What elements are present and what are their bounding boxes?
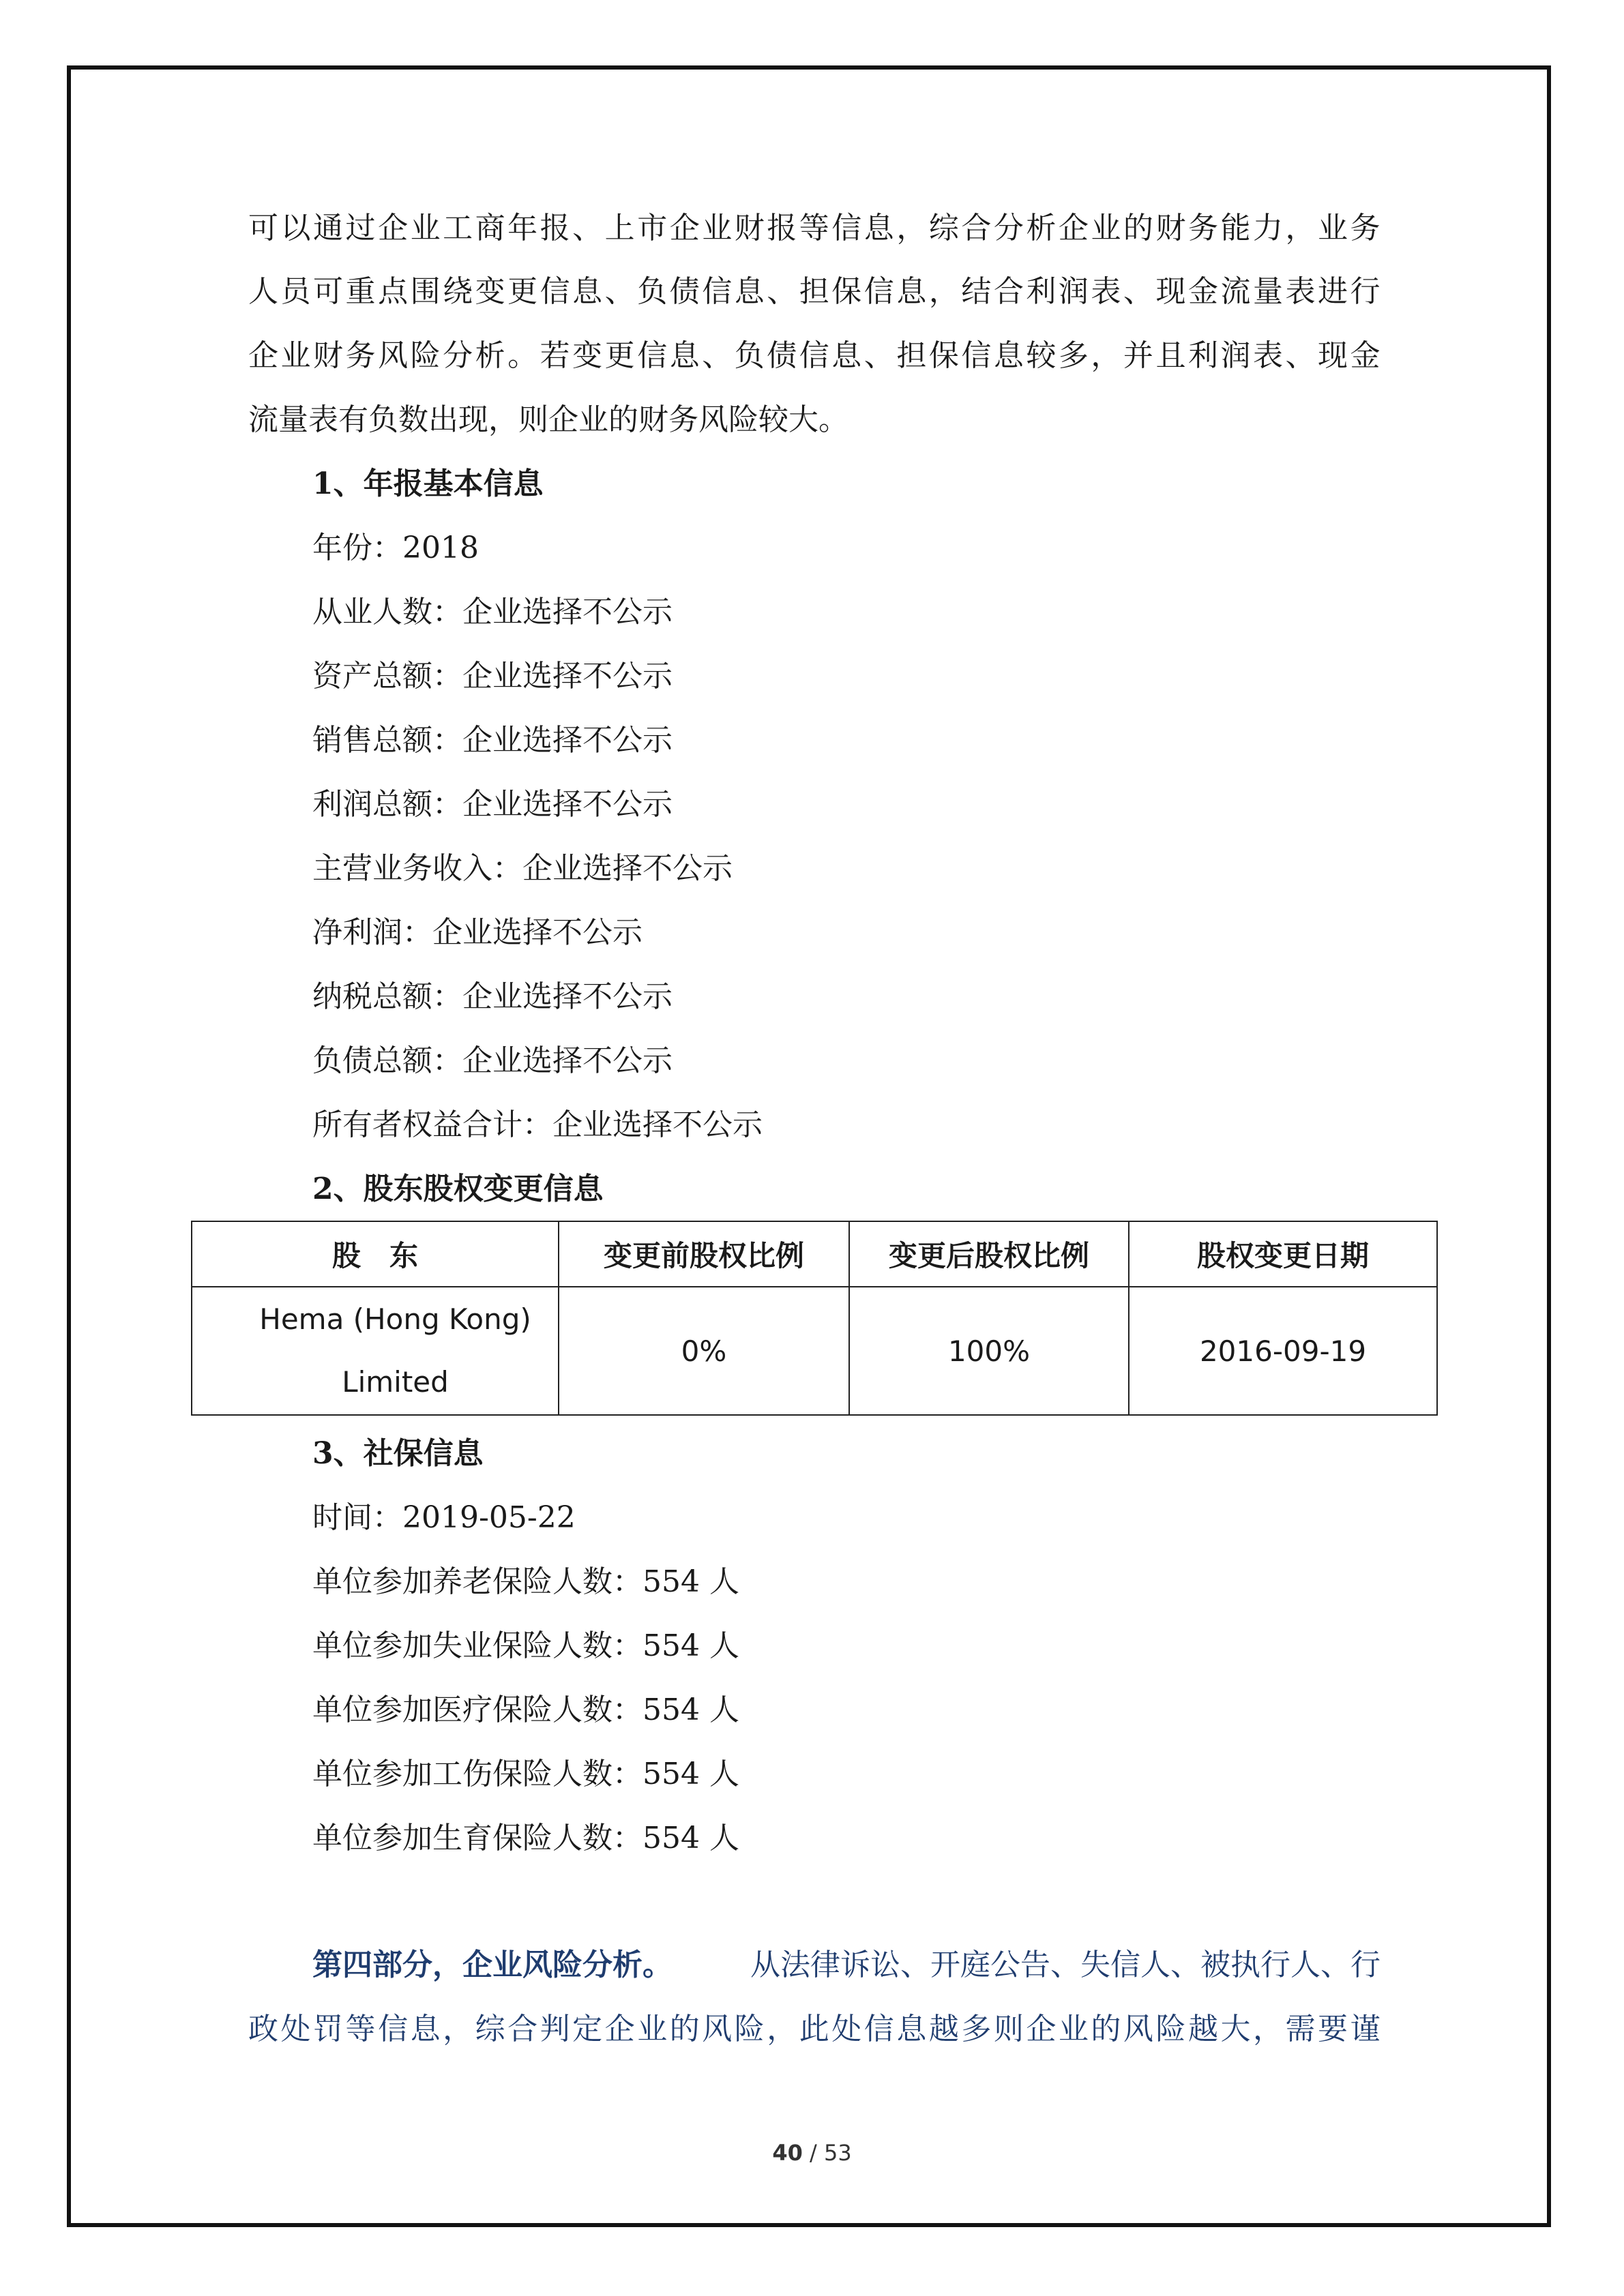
- intro-line-3: 企 业 财 务 风 险 分 析 。 若 变 更 信 息 、 负 债 信 息 、 担 保 信 息 较 多 ， 并 且 利 润 表 、 现 金: [248, 338, 1381, 373]
- intro-line-4: 流量表有负数出现，则企业的财务风险较大。: [248, 402, 848, 437]
- table-header-row: [192, 1221, 1437, 1287]
- social-security-item: 时间：2019-05-22: [312, 1500, 576, 1535]
- intro-line-2: 人 员 可 重 点 围 绕 变 更 信 息 、 负 债 信 息 、 担 保 信 息 ， 结 合 利 润 表 、 现 金 流 量 表 进 行: [248, 274, 1381, 309]
- cell-before-ratio: 0%: [559, 1287, 849, 1415]
- table-row: [192, 1287, 1437, 1415]
- annual-report-item: 纳税总额：企业选择不公示: [312, 979, 673, 1014]
- page-separator: /: [802, 2140, 824, 2166]
- cell-change-date: 2016-09-19: [1129, 1287, 1437, 1415]
- equity-change-heading: 2、股东股权变更信息: [312, 1172, 604, 1206]
- annual-report-item: 利润总额：企业选择不公示: [312, 787, 673, 822]
- annual-report-item: 销售总额：企业选择不公示: [312, 723, 673, 758]
- column-header-date: 股权变更日期: [1129, 1221, 1437, 1287]
- column-header-holder: 股 东: [192, 1221, 559, 1287]
- holder-name-line-1: Hema (Hong Kong): [259, 1302, 531, 1336]
- intro-line-1: 可 以 通 过 企 业 工 商 年 报 、 上 市 企 业 财 报 等 信 息 ， 综 合 分 析 企 业 的 财 务 能 力 ， 业 务: [248, 211, 1381, 245]
- page-number: [0, 2140, 1624, 2166]
- annual-report-item: 主营业务收入：企业选择不公示: [312, 851, 733, 886]
- total-pages: 53: [823, 2140, 852, 2166]
- social-security-item: 单位参加医疗保险人数：554 人: [312, 1693, 739, 1727]
- page-border: [67, 65, 1551, 2227]
- annual-report-item: 净利润：企业选择不公示: [312, 915, 643, 950]
- cell-holder: [192, 1287, 559, 1415]
- part-four-text: 从法律诉讼、开庭公告、失信人、被执行人、行: [750, 1948, 1381, 1982]
- annual-report-item: 所有者权益合计：企业选择不公示: [312, 1107, 763, 1142]
- part-four-line-1: [312, 1950, 1381, 1980]
- social-security-item: 单位参加工伤保险人数：554 人: [312, 1757, 739, 1791]
- social-security-item: 单位参加养老保险人数：554 人: [312, 1564, 739, 1599]
- social-security-item: 单位参加失业保险人数：554 人: [312, 1628, 739, 1663]
- column-header-after: 变更后股权比例: [849, 1221, 1129, 1287]
- annual-report-item: 负债总额：企业选择不公示: [312, 1043, 673, 1078]
- holder-name-line-2: Limited: [342, 1365, 449, 1399]
- annual-report-item: 资产总额：企业选择不公示: [312, 659, 673, 694]
- column-header-before: 变更前股权比例: [559, 1221, 849, 1287]
- cell-after-ratio: 100%: [849, 1287, 1129, 1415]
- social-security-heading: 3、社保信息: [312, 1436, 484, 1471]
- part-four-line-2: 政 处 罚 等 信 息 ， 综 合 判 定 企 业 的 风 险 ， 此 处 信 息 越 多 则 企 业 的 风 险 越 大 ， 需 要 谨: [248, 2012, 1381, 2046]
- annual-report-item: 从业人数：企业选择不公示: [312, 595, 673, 629]
- part-four-title: 第四部分，企业风险分析。: [312, 1948, 673, 1982]
- current-page: 40: [772, 2140, 803, 2166]
- annual-report-heading: 1、年报基本信息: [312, 466, 544, 501]
- annual-report-item: 年份：2018: [312, 531, 479, 565]
- social-security-item: 单位参加生育保险人数：554 人: [312, 1821, 739, 1855]
- equity-change-table: [191, 1221, 1438, 1416]
